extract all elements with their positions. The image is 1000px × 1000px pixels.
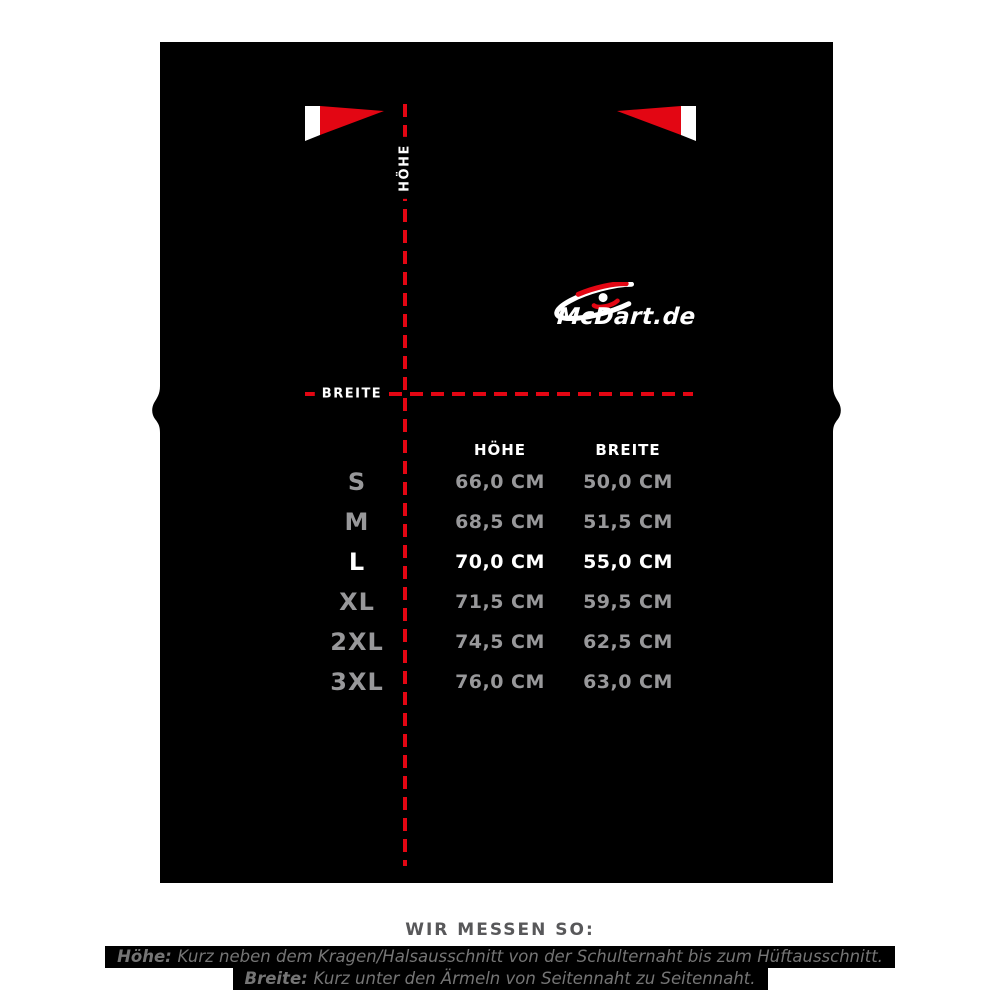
- size-label: 2XL: [330, 628, 384, 656]
- table-row: [297, 582, 688, 622]
- breite-note-text: Kurz unter den Ärmeln von Seitennaht zu Seitennaht.: [313, 969, 756, 988]
- table-row: [297, 542, 688, 582]
- size-label: L: [348, 548, 366, 576]
- breite-value: 51,5 CM: [583, 511, 673, 533]
- breite-value: 62,5 CM: [583, 631, 673, 653]
- table-row: [297, 622, 688, 662]
- hoehe-value: 74,5 CM: [455, 631, 545, 653]
- right-shoulder-accent-white: [681, 106, 696, 141]
- measuring-notes: [0, 946, 1000, 990]
- size-label: M: [344, 508, 370, 536]
- breite-line-label: BREITE: [315, 383, 389, 406]
- hoehe-value: 71,5 CM: [455, 591, 545, 613]
- hoehe-value: 68,5 CM: [455, 511, 545, 533]
- measuring-headline: WIR MESSEN SO:: [405, 920, 595, 940]
- breite-note-label: Breite:: [244, 969, 308, 988]
- size-label: S: [347, 468, 367, 496]
- size-table-header: [297, 438, 688, 462]
- breite-note: [233, 968, 768, 990]
- logo-text: McDart.de: [556, 304, 697, 330]
- header-breite: BREITE: [595, 441, 661, 459]
- hoehe-value: 76,0 CM: [455, 671, 545, 693]
- size-table-rows: [297, 462, 688, 702]
- table-row: [297, 462, 688, 502]
- table-row: [297, 662, 688, 702]
- hoehe-note-text: Kurz neben dem Kragen/Halsausschnitt von der Schulternaht bis zum Hüftausschnitt.: [177, 947, 883, 966]
- breite-value: 59,5 CM: [583, 591, 673, 613]
- size-table: [297, 438, 688, 702]
- breite-value: 63,0 CM: [583, 671, 673, 693]
- hoehe-line-label: HÖHE: [394, 137, 417, 199]
- left-shoulder-accent-white: [305, 106, 320, 141]
- header-hoehe: HÖHE: [473, 441, 527, 459]
- breite-value: 55,0 CM: [583, 551, 673, 573]
- breite-value: 50,0 CM: [583, 471, 673, 493]
- hoehe-note-label: Höhe:: [117, 947, 172, 966]
- size-label: XL: [339, 588, 375, 616]
- hoehe-note: [105, 946, 895, 968]
- hoehe-value: 70,0 CM: [455, 551, 545, 573]
- size-label: 3XL: [330, 668, 384, 696]
- hoehe-value: 66,0 CM: [455, 471, 545, 493]
- table-row: [297, 502, 688, 542]
- mcdart-logo: [533, 282, 698, 342]
